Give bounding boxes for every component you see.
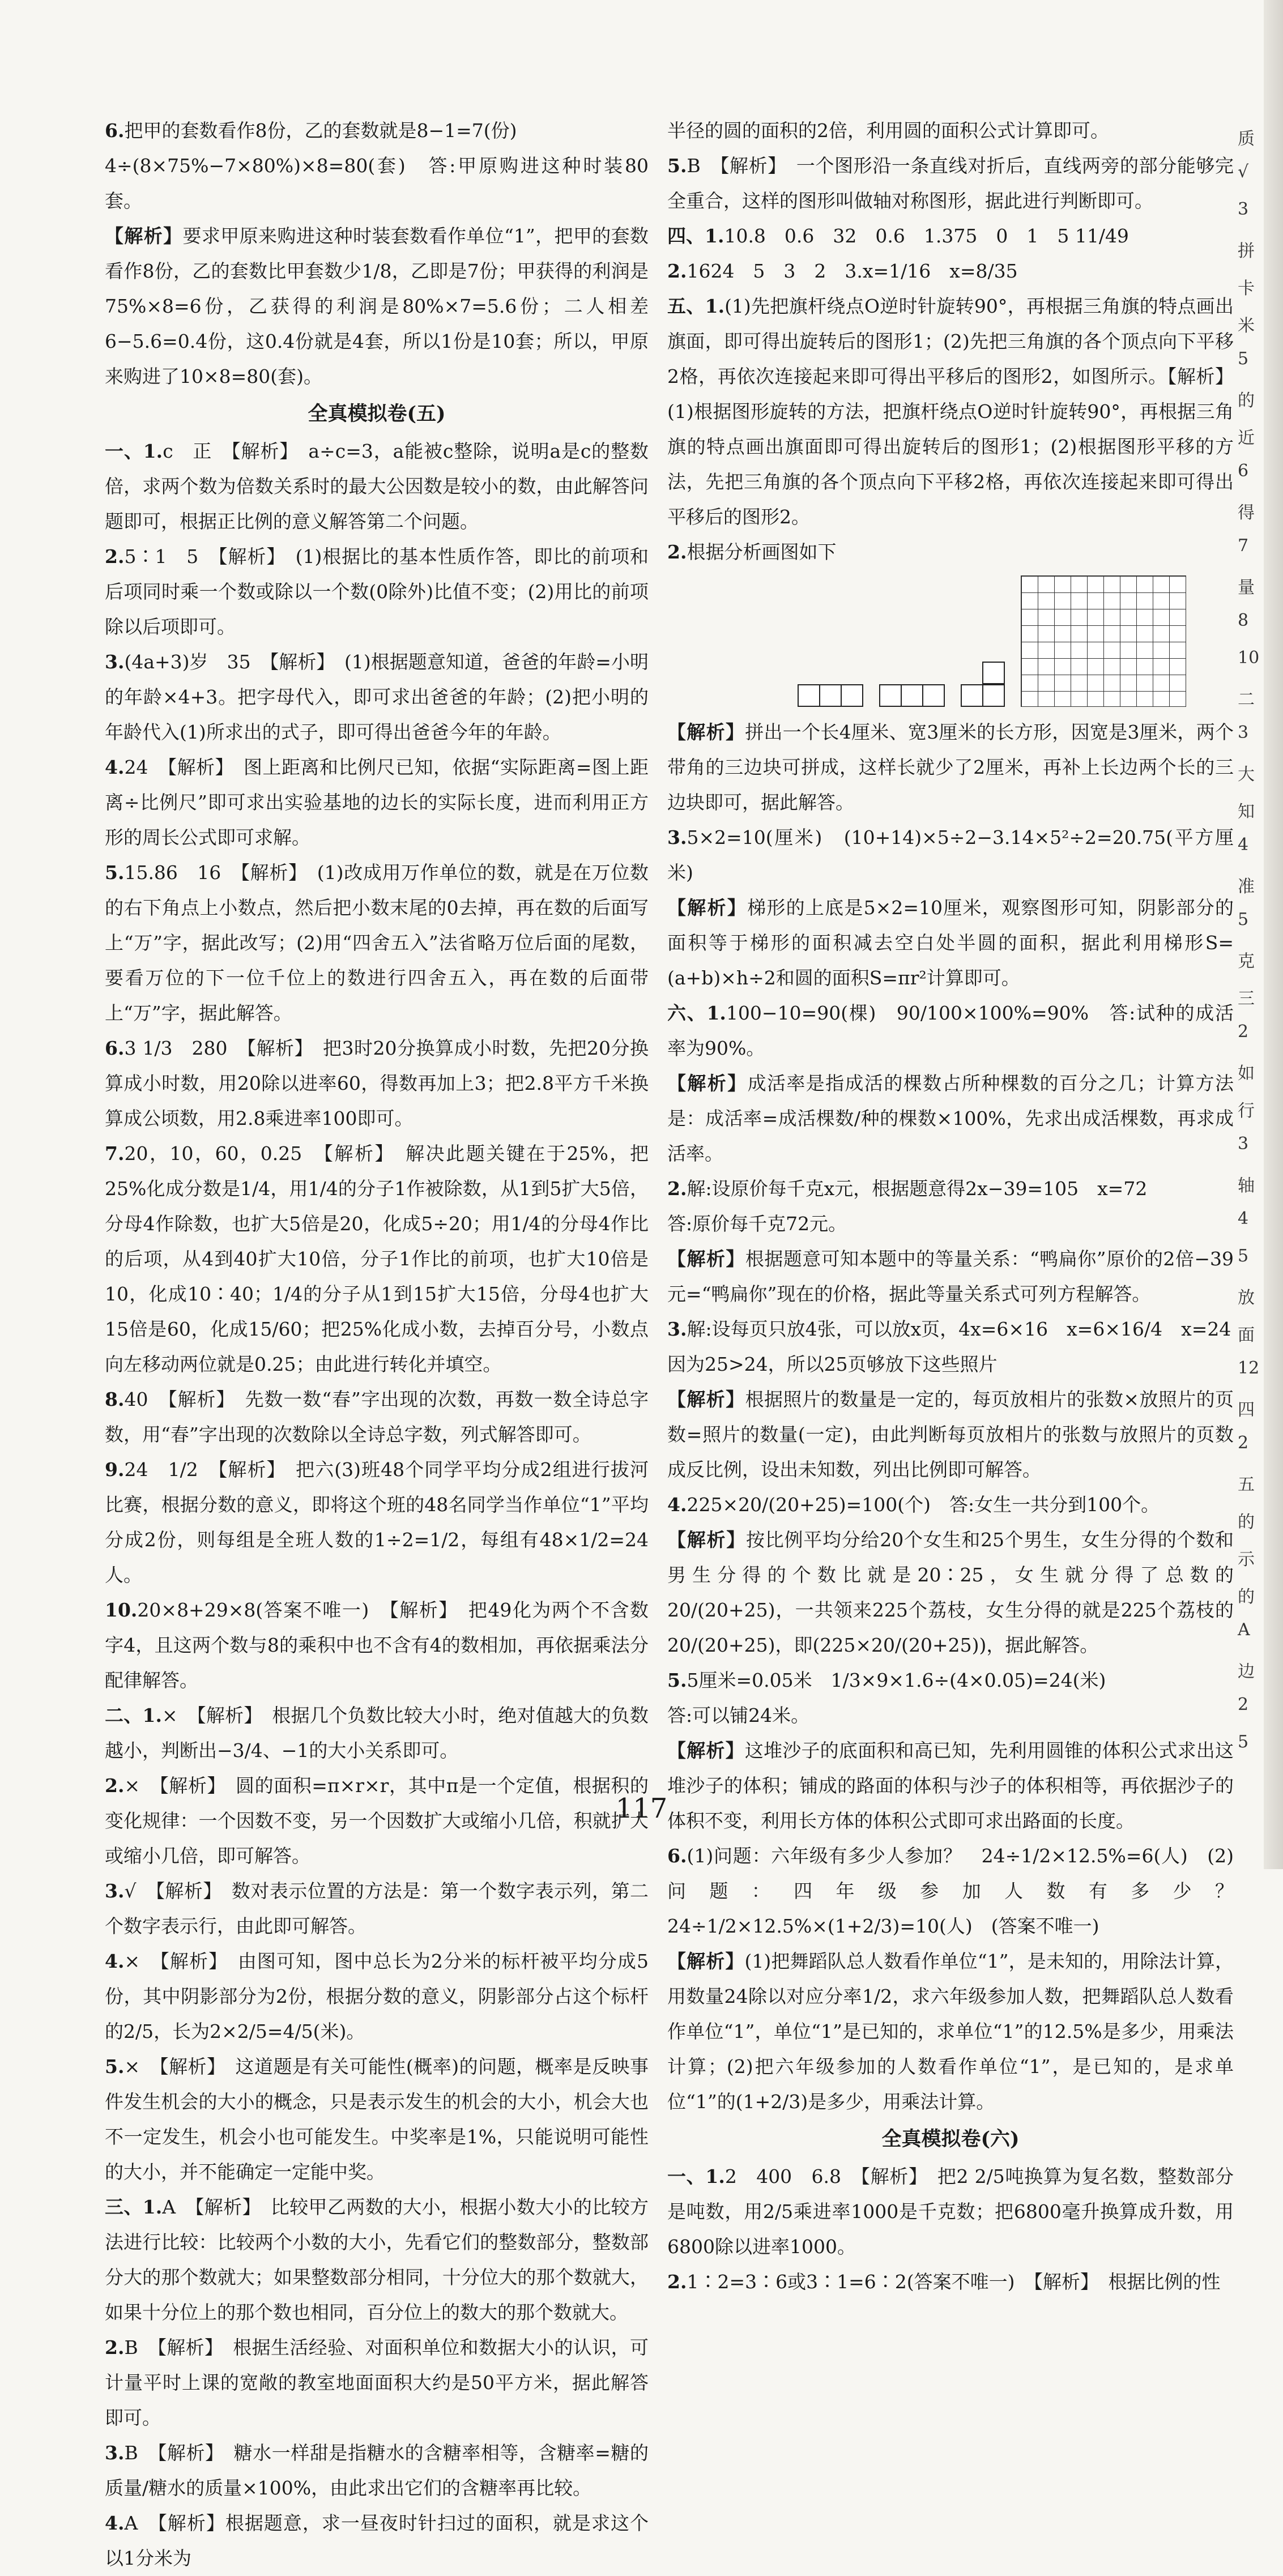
item-number: 4.: [667, 1494, 687, 1516]
paragraph-text: 根据照片的数量是一定的，每页放相片的张数×放照片的页数=照片的数量(一定)，由此判断每页放相片的张数与放照片的页数成反比例，设出未知数，列出比例即可解答。: [667, 1388, 1234, 1481]
paragraph-text: 把甲的套数看作8份，乙的套数就是8−1=7(份): [124, 120, 517, 142]
margin-fragment: 近: [1238, 428, 1255, 448]
answer-paragraph: [667, 1206, 1234, 1242]
paragraph-text: B 【解析】 糖水一样甜是指糖水的含糖率相等，含糖率=糖的质量/糖水的质量×100%，由此求出它们的含糖率再比较。: [105, 2442, 649, 2499]
margin-fragment: 5: [1238, 910, 1249, 929]
analysis-tag: 【解析】: [667, 1248, 745, 1270]
item-number: 2.: [105, 545, 125, 568]
item-number: 8.: [105, 1388, 125, 1410]
item-number: 三、1.: [105, 2196, 163, 2218]
answer-paragraph: [667, 1522, 1234, 1663]
analysis-tag: 【解析】: [667, 1739, 745, 1762]
l-block-piece: [961, 662, 1004, 707]
answer-paragraph: [667, 254, 1234, 289]
margin-fragment: 如: [1238, 1064, 1255, 1084]
paragraph-text: 5×2=10(厘米) (10+14)×5÷2−3.14×5²÷2=20.75(平方厘米): [667, 826, 1234, 884]
item-number: 4.: [105, 1950, 125, 1972]
paragraph-text: 4÷(8×75%−7×80%)×8=80(套) 答:甲原购进这种时装80套。: [105, 155, 649, 212]
item-number: 4.: [105, 756, 125, 778]
margin-fragment: A: [1238, 1620, 1250, 1640]
item-number: 6.: [105, 1037, 125, 1059]
answer-paragraph: [667, 289, 1234, 535]
margin-fragment: 拼: [1238, 241, 1255, 261]
margin-fragment: 3: [1238, 1134, 1249, 1154]
answer-paragraph: [105, 219, 649, 394]
answer-paragraph: [667, 1698, 1234, 1733]
answer-paragraph: [105, 2436, 649, 2506]
answer-paragraph: [667, 1944, 1234, 2119]
margin-fragment: 米: [1238, 316, 1255, 336]
answer-paragraph: [105, 1382, 649, 1452]
item-number: 2.: [667, 541, 687, 563]
three-block-piece-2: [879, 684, 944, 707]
item-number: 6.: [667, 1845, 687, 1867]
answer-paragraph: [105, 1031, 649, 1136]
item-number: 一、1.: [105, 440, 163, 462]
analysis-tag: 【解析】: [105, 225, 183, 247]
margin-fragment: 克: [1238, 952, 1255, 971]
answer-paragraph: [667, 219, 1234, 254]
paragraph-text: c 正 【解析】 a÷c=3，a能被c整除，说明a是c的整数倍，求两个数为倍数关系时的最大公因数是较小的数，由此解答问题即可，根据正比例的意义解答第二个问题。: [105, 440, 649, 532]
answer-paragraph: [667, 148, 1234, 219]
paragraph-text: 成活率是指成活的棵数占所种棵数的百分之几；计算方法是：成活率=成活棵数/种的棵数×100%，先求出成活棵数，再求成活率。: [667, 1072, 1234, 1165]
margin-fragment: 四: [1238, 1400, 1255, 1420]
analysis-tag: 【解析】: [667, 1529, 747, 1551]
paragraph-text: 答:可以铺24米。: [667, 1704, 810, 1726]
item-number: 2.: [667, 260, 687, 282]
left-column: [105, 113, 649, 2576]
analysis-tag: 【解析】: [667, 1072, 748, 1094]
item-number: 六、1.: [667, 1002, 726, 1024]
answer-paragraph: [105, 750, 649, 855]
margin-fragment: 大: [1238, 765, 1255, 784]
margin-fragment: 3: [1238, 723, 1249, 743]
margin-fragment: 放: [1238, 1288, 1255, 1308]
answer-paragraph: [667, 535, 1234, 570]
item-number: 二、1.: [105, 1704, 162, 1726]
paragraph-text: 225×20/(20+25)=100(个) 答:女生一共分到100个。: [687, 1494, 1160, 1516]
paragraph-text: 5∶1 5 【解析】 (1)根据比的基本性质作答，即比的前项和后项同时乘一个数或除以一个数(0除外)比值不变；(2)用比的前项除以后项即可。: [105, 545, 649, 638]
paragraph-text: × 【解析】 由图可知，图中总长为2分米的标杆被平均分成5份，其中阴影部分为2份，根据分数的意义，阴影部分占这个标杆的2/5，长为2×2/5=4/5(米)。: [105, 1950, 649, 2042]
paragraph-text: 解:设每页只放4张，可以放x页，4x=6×16 x=6×16/4 x=24: [687, 1318, 1231, 1340]
paragraph-text: 这堆沙子的底面积和高已知，先利用圆锥的体积公式求出这堆沙子的体积；铺成的路面的体积与沙子的体积相等，再依据沙子的体积不变，利用长方体的体积公式即可求出路面的长度。: [667, 1739, 1234, 1832]
answer-paragraph: [667, 1839, 1252, 1944]
answer-paragraph: [667, 1242, 1234, 1312]
analysis-tag: 【解析】: [667, 721, 745, 743]
answer-paragraph: [105, 1874, 649, 1944]
paragraph-text: 24 【解析】 图上距离和比例尺已知，依据“实际距离=图上距离÷比例尺”即可求出实验基地的边长的实际长度，进而利用正方形的周长公式即可求解。: [105, 756, 649, 848]
answer-paragraph: [105, 2506, 649, 2576]
answer-paragraph: [667, 2264, 1234, 2300]
paragraph-text: 1624 5 3 2 3.x=1/16 x=8/35: [687, 260, 1018, 282]
analysis-tag: 【解析】: [667, 1388, 745, 1410]
margin-fragment: 面: [1238, 1325, 1255, 1345]
paragraph-text: B 【解析】 一个图形沿一条直线对折后，直线两旁的部分能够完全重合，这样的图形叫做轴对称图形，据此进行判断即可。: [667, 155, 1234, 212]
answer-paragraph: [105, 645, 649, 750]
margin-fragment: 10: [1238, 648, 1260, 668]
analysis-tag: 【解析】: [667, 1950, 745, 1972]
paragraph-text: A 【解析】根据题意，求一昼夜时针扫过的面积，就是求这个以1分米为: [105, 2512, 649, 2569]
margin-fragment: 2: [1238, 1433, 1249, 1453]
paragraph-text: 40 【解析】 先数一数“春”字出现的次数，再数一数全诗总字数，用“春”字出现的次数除以全诗总字数，列式解答即可。: [105, 1388, 649, 1445]
paragraph-text: A 【解析】 比较甲乙两数的大小，根据小数大小的比较方法进行比较：比较两个小数的大小，先看它们的整数部分，整数部分大的那个数就大；如果整数部分相同，十分位大的那个数就大，如果十分位上的那个数也相同，百分位上的数大的那个数就大。: [105, 2196, 649, 2323]
margin-fragment: 边: [1238, 1662, 1255, 1682]
margin-fragment: √: [1238, 162, 1249, 182]
margin-fragment: 6: [1238, 461, 1249, 481]
grid-result-figure: [1021, 575, 1186, 707]
paragraph-text: B 【解析】 根据生活经验、对面积单位和数据大小的认识，可计量平时上课的宽敞的教室地面面积大约是50平方米，据此解答即可。: [105, 2336, 649, 2429]
answer-paragraph: [105, 1593, 649, 1698]
answer-paragraph: [105, 2190, 649, 2330]
paragraph-text: × 【解析】 圆的面积=π×r×r，其中π是一个定值，根据积的变化规律：一个因数不变，另一个因数扩大或缩小几倍，积就扩大或缩小几倍，即可解答。: [105, 1775, 649, 1867]
margin-fragment: 4: [1238, 835, 1249, 855]
answer-paragraph: [105, 855, 649, 1031]
margin-fragment: 3: [1238, 199, 1249, 219]
margin-fragment: 轴: [1238, 1176, 1255, 1196]
paragraph-text: 20×8+29×8(答案不唯一) 【解析】 把49化为两个不含数字4，且这两个数与8的乘积中也不含有4的数相加，再依据乘法分配律解答。: [105, 1599, 649, 1691]
item-number: 3.: [667, 1318, 687, 1340]
paragraph-text: 根据分析画图如下: [687, 541, 837, 563]
answer-paragraph: [667, 1382, 1234, 1487]
answer-paragraph: [105, 1136, 649, 1382]
paragraph-text: 10.8 0.6 32 0.6 1.375 0 1 5 11/49: [724, 225, 1129, 247]
section-title: 全真模拟卷(六): [881, 2127, 1020, 2151]
page-edge: [1264, 0, 1283, 1869]
margin-fragment: 的: [1238, 1587, 1255, 1607]
paragraph-text: 24 1/2 【解析】 把六(3)班48个同学平均分成2组进行拔河比赛，根据分数的意义，即将这个班的48名同学当作单位“1”平均分成2份，则每组是全班人数的1÷2=1/2，每组有48×1/2=24人。: [105, 1458, 649, 1586]
answer-paragraph: [105, 1698, 649, 1768]
paragraph-text: 解:设原价每千克x元，根据题意得2x−39=105 x=72: [687, 1178, 1148, 1200]
item-number: 9.: [105, 1458, 125, 1481]
paragraph-text: (4a+3)岁 35 【解析】 (1)根据题意知道，爸爸的年龄=小明的年龄×4+3。把字母代入，即可求出爸爸的年龄；(2)把小明的年龄代入(1)所求出的式子，即可得出爸爸今年的年龄。: [105, 651, 649, 743]
answer-paragraph: [667, 1171, 1234, 1206]
paragraph-text: 半径的圆的面积的2倍，利用圆的面积公式计算即可。: [667, 120, 1109, 142]
item-number: 四、1.: [667, 225, 724, 247]
paragraph-text: (1)问题：六年级有多少人参加？ 24÷1/2×12.5%=6(人) (2)问题：四年级参加人数有多少？ 24÷1/2×12.5%×(1+2/3)=10(人) (答案不唯一): [667, 1845, 1252, 1937]
paragraph-text: 因为25>24，所以25页够放下这些照片: [667, 1353, 998, 1375]
answer-paragraph: [105, 1944, 649, 2049]
item-number: 一、1.: [667, 2165, 725, 2187]
paragraph-text: 5厘米=0.05米 1/3×9×1.6÷(4×0.05)=24(米): [687, 1669, 1106, 1691]
margin-fragment: 量: [1238, 578, 1255, 598]
paragraph-text: 梯形的上底是5×2=10厘米，观察图形可知，阴影部分的面积等于梯形的面积减去空白处半圆的面积，据此利用梯形S=(a+b)×h÷2和圆的面积S=πr²计算即可。: [667, 897, 1234, 989]
item-number: 4.: [105, 2512, 125, 2534]
answer-paragraph: [667, 1663, 1234, 1698]
item-number: 五、1.: [667, 295, 725, 317]
margin-fragment: 2: [1238, 1022, 1249, 1042]
answer-paragraph: [667, 1066, 1234, 1171]
paragraph-text: 要求甲原来购进这种时装套数看作单位“1”，把甲的套数看作8份，乙的套数比甲套数少1/8，乙即是7份；甲获得的利润是75%×8=6份，乙获得的利润是80%×7=5.6份；二人相差6−5.6=0.4份，这0.4份就是4套，所以1份是10套；所以，甲原来购进了10×8=80(套)。: [105, 225, 649, 387]
margin-fragment: 12: [1238, 1358, 1260, 1378]
answer-paragraph: [105, 113, 649, 148]
margin-fragment: 三: [1238, 989, 1255, 1009]
margin-fragment: 7: [1238, 536, 1249, 556]
paragraph-text: √ 【解析】 数对表示位置的方法是：第一个数字表示列，第二个数字表示行，由此即可解答。: [105, 1880, 649, 1937]
paragraph-text: 按比例平均分给20个女生和25个男生，女生分得的个数和男生分得的个数比就是20∶25，女生就分得了总数的20/(20+25)，一共领来225个荔枝，女生分得的就是225个荔枝的20/(20+25)，即(225×20/(20+25))，据此解答。: [667, 1529, 1234, 1656]
item-number: 3.: [667, 826, 687, 848]
answer-paragraph: [667, 2159, 1234, 2264]
margin-fragment: 得: [1238, 503, 1255, 523]
margin-fragment: 的: [1238, 1512, 1255, 1532]
answer-paragraph: [105, 2330, 649, 2436]
item-number: 10.: [105, 1599, 138, 1621]
answer-paragraph: [667, 820, 1234, 890]
margin-fragment: 的: [1238, 391, 1255, 411]
tile-figure: [667, 575, 1234, 707]
paragraph-text: (1)把舞蹈队总人数看作单位“1”，是未知的，用除法计算，用数量24除以对应分率1/2，求六年级参加人数，把舞蹈队总人数看作单位“1”，单位“1”是已知的，求单位“1”的12.5%是多少，用乘法计算；(2)把六年级参加的人数看作单位“1”，是已知的，是求单位“1”的(1+2/3)是多少，用乘法计算。: [667, 1950, 1234, 2113]
item-number: 3.: [105, 651, 125, 673]
paragraph-text: (1)先把旗杆绕点O逆时针旋转90°，再根据三角旗的特点画出旗面，即可得出旋转后的图形1；(2)先把三角旗的各个顶点向下平移2格，再依次连接起来即可得出平移后的图形2，如图所示。【解析】(1)根据图形旋转的方法，把旗杆绕点O逆时针旋转90°，再根据三角旗的特点画出旗面即可得出旋转后的图形1；(2)根据图形平移的方法，先把三角旗的各个顶点向下平移2格，再依次连接起来即可得出平移后的图形2。: [667, 295, 1234, 528]
paragraph-text: 答:原价每千克72元。: [667, 1213, 847, 1235]
answer-paragraph: [105, 148, 649, 219]
paragraph-text: 20，10，60，0.25 【解析】 解决此题关键在于25%，把25%化成分数是1/4，用1/4的分子1作被除数，从1到5扩大5倍，分母4作除数，也扩大5倍是20，化成5÷20；用1/4的分母4作比的后项，从4到40扩大10倍，分子1作比的前项，也扩大10倍是10，化成10∶40；1/4的分子从1到15扩大15倍，分母4也扩大15倍是60，化成15/60；把25%化成小数，去掉百分号，小数点向左移动两位就是0.25；由此进行转化并填空。: [105, 1142, 649, 1375]
item-number: 2.: [105, 1775, 125, 1797]
item-number: 7.: [105, 1142, 125, 1165]
margin-fragment: 5: [1238, 1732, 1249, 1752]
item-number: 5.: [667, 1669, 687, 1691]
paragraph-text: 根据题意可知本题中的等量关系：“鸭扁你”原价的2倍−39元=“鸭扁你”现在的价格，据此等量关系式可列方程解答。: [667, 1248, 1234, 1305]
margin-fragment: 卡: [1238, 279, 1255, 298]
item-number: 2.: [667, 2271, 687, 2293]
paragraph-text: 100−10=90(棵) 90/100×100%=90% 答:试种的成活率为90%。: [667, 1002, 1234, 1059]
page-number: 117: [615, 1793, 668, 1824]
paragraph-text: 2 400 6.8 【解析】 把2 2/5吨换算为复名数，整数部分是吨数，用2/5乘进率1000是千克数；把6800毫升换算成升数，用6800除以进率1000。: [667, 2165, 1234, 2258]
paragraph-text: 拼出一个长4厘米、宽3厘米的长方形，因宽是3厘米，两个带角的三边块可拼成，这样长就少了2厘米，再补上长边两个长的三边块即可，据此解答。: [667, 721, 1234, 813]
margin-fragment: 二: [1238, 690, 1255, 710]
answer-paragraph: [105, 2049, 649, 2190]
paragraph-text: 15.86 16 【解析】 (1)改成用万作单位的数，就是在万位数的右下角点上小数点，然后把小数末尾的0去掉，再在数的后面写上“万”字，据此改写；(2)用“四舍五入”法省略万位后面的尾数，要看万位的下一位千位上的数进行四舍五入，再在数的后面带上“万”字，据此解答。: [105, 861, 649, 1024]
item-number: 2.: [105, 2336, 125, 2359]
answer-paragraph: [667, 1347, 1234, 1382]
section-title: 全真模拟卷(五): [308, 402, 446, 425]
item-number: 2.: [667, 1178, 687, 1200]
answer-paragraph: [667, 1312, 1234, 1347]
item-number: 3.: [105, 1880, 125, 1902]
answer-paragraph: [667, 890, 1234, 996]
margin-fragment: 五: [1238, 1475, 1255, 1495]
margin-fragment: 准: [1238, 877, 1255, 897]
three-block-piece: [798, 684, 862, 707]
answer-paragraph: [667, 996, 1234, 1066]
paragraph-text: 3 1/3 280 【解析】 把3时20分换算成小时数，先把20分换算成小时数，用20除以进率60，得数再加上3；把2.8平方千米换算成公顷数，用2.8乘进率100即可。: [105, 1037, 649, 1129]
margin-fragment: 8: [1238, 611, 1249, 630]
answer-paragraph: [667, 113, 1234, 148]
item-number: 5.: [105, 2055, 125, 2078]
item-number: 3.: [105, 2442, 125, 2464]
analysis-tag: 【解析】: [667, 897, 748, 919]
margin-fragment: 示: [1238, 1550, 1255, 1570]
answer-paragraph: [105, 539, 649, 645]
answer-paragraph: [105, 1452, 649, 1593]
margin-fragment: 知: [1238, 802, 1255, 822]
item-number: 5.: [105, 861, 125, 884]
item-number: 5.: [667, 155, 687, 177]
margin-fragment: 4: [1238, 1209, 1249, 1229]
right-column: [667, 113, 1252, 2300]
paragraph-text: 1∶2=3∶6或3∶1=6∶2(答案不唯一) 【解析】 根据比例的性: [687, 2271, 1221, 2293]
answer-paragraph: [667, 1487, 1234, 1522]
paragraph-text: × 【解析】 这道题是有关可能性(概率)的问题，概率是反映事件发生机会的大小的概念，只是表示发生的机会的大小，机会大也不一定发生，机会小也可能发生。中奖率是1%，只能说明可能性的大小，并不能确定一定能中奖。: [105, 2055, 649, 2183]
paragraph-text: × 【解析】 根据几个负数比较大小时，绝对值越大的负数越小，判断出−3/4、−1的大小关系即可。: [105, 1704, 649, 1762]
answer-paragraph: [667, 715, 1234, 820]
margin-fragment: 行: [1238, 1101, 1255, 1121]
margin-fragment: 2: [1238, 1695, 1249, 1715]
item-number: 6.: [105, 120, 125, 142]
margin-fragment: 5: [1238, 349, 1249, 369]
answer-paragraph: [105, 434, 649, 539]
margin-fragment: 质: [1238, 129, 1255, 149]
margin-fragment: 5: [1238, 1246, 1249, 1266]
